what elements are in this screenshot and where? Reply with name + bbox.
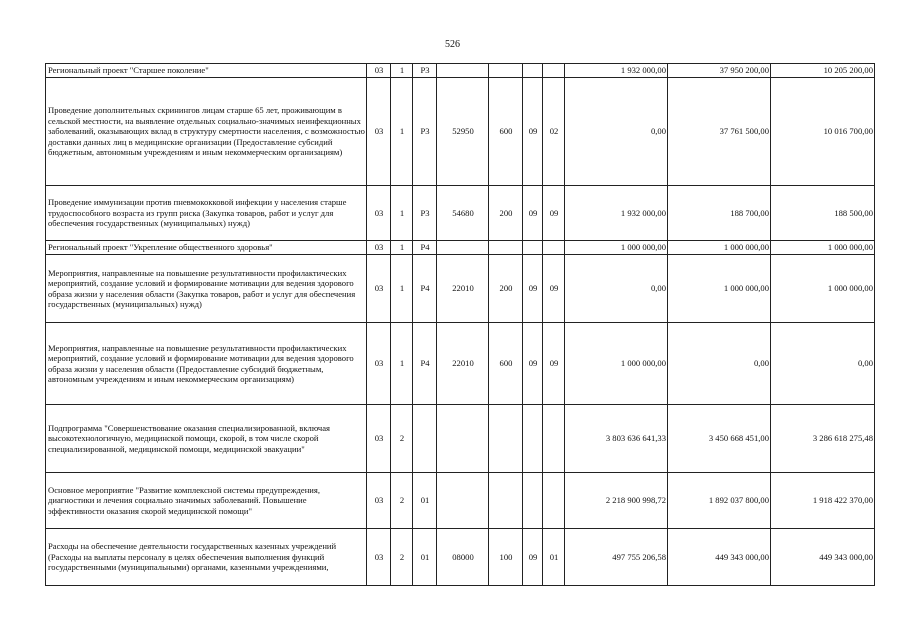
- table-row: [46, 529, 875, 586]
- cell-expense-type: 200: [489, 255, 523, 323]
- table-row: [46, 323, 875, 405]
- cell-program: 03: [367, 241, 391, 255]
- table-row: [46, 241, 875, 255]
- cell-description: Мероприятия, направленные на повышение результативности профилактических мероприятий, создание условий и формирование мотивации для ведения здорового образа жизни у населения области (Предоставление субсидий бюджетным, автономным учреждениям и иным некоммерческим организациям): [46, 323, 367, 405]
- cell-amount-2: 0,00: [668, 323, 771, 405]
- cell-section: [523, 405, 543, 473]
- cell-program: 03: [367, 323, 391, 405]
- cell-amount-1: 1 000 000,00: [565, 241, 668, 255]
- cell-description: Региональный проект "Старшее поколение": [46, 64, 367, 78]
- cell-subprogram: 1: [391, 323, 413, 405]
- cell-amount-2: 1 000 000,00: [668, 241, 771, 255]
- cell-amount-1: 1 932 000,00: [565, 186, 668, 241]
- table-row: [46, 405, 875, 473]
- cell-amount-3: 188 500,00: [771, 186, 875, 241]
- cell-amount-3: 0,00: [771, 323, 875, 405]
- cell-program: 03: [367, 64, 391, 78]
- cell-program: 03: [367, 473, 391, 529]
- cell-subprogram: 1: [391, 241, 413, 255]
- cell-amount-1: 497 755 206,58: [565, 529, 668, 586]
- cell-subsection: 02: [543, 78, 565, 186]
- cell-target-article: 08000: [437, 529, 489, 586]
- cell-subprogram: 1: [391, 255, 413, 323]
- cell-target-article: [437, 473, 489, 529]
- cell-amount-3: 449 343 000,00: [771, 529, 875, 586]
- cell-subprogram: 1: [391, 64, 413, 78]
- cell-event: P3: [413, 186, 437, 241]
- cell-section: [523, 241, 543, 255]
- cell-event: P4: [413, 323, 437, 405]
- cell-subprogram: 1: [391, 186, 413, 241]
- cell-section: 09: [523, 186, 543, 241]
- cell-amount-3: 1 000 000,00: [771, 255, 875, 323]
- cell-expense-type: 600: [489, 78, 523, 186]
- cell-event: P4: [413, 241, 437, 255]
- cell-section: 09: [523, 78, 543, 186]
- cell-expense-type: [489, 473, 523, 529]
- cell-amount-2: 37 761 500,00: [668, 78, 771, 186]
- cell-event: P3: [413, 64, 437, 78]
- cell-program: 03: [367, 529, 391, 586]
- cell-program: 03: [367, 78, 391, 186]
- cell-description: Проведение дополнительных скринингов лицам старше 65 лет, проживающим в сельской местности, на выявление отдельных социально-значимых неинфекционных заболеваний, оказывающих вклад в структуру смертности населения, с возможностью доставки данных лиц в медицинские организации (Предоставление субсидий бюджетным, автономным учреждениям и иным некоммерческим организациям): [46, 78, 367, 186]
- table-row: [46, 255, 875, 323]
- cell-amount-2: 1 892 037 800,00: [668, 473, 771, 529]
- cell-event: [413, 405, 437, 473]
- cell-section: [523, 473, 543, 529]
- cell-description: Основное мероприятие "Развитие комплексной системы предупреждения, диагностики и лечения социально значимых заболеваний. Повышение эффективности оказания скорой медицинской помощи": [46, 473, 367, 529]
- cell-amount-1: 0,00: [565, 78, 668, 186]
- cell-description: Мероприятия, направленные на повышение результативности профилактических мероприятий, создание условий и формирование мотивации для ведения здорового образа жизни у населения области (Закупка товаров, работ и услуг для обеспечения государственных (муниципальных) нужд): [46, 255, 367, 323]
- cell-amount-3: 3 286 618 275,48: [771, 405, 875, 473]
- cell-amount-1: 3 803 636 641,33: [565, 405, 668, 473]
- cell-expense-type: 200: [489, 186, 523, 241]
- cell-amount-1: 1 932 000,00: [565, 64, 668, 78]
- cell-subprogram: 2: [391, 473, 413, 529]
- cell-subsection: 09: [543, 255, 565, 323]
- cell-program: 03: [367, 405, 391, 473]
- cell-section: 09: [523, 529, 543, 586]
- cell-amount-1: 2 218 900 998,72: [565, 473, 668, 529]
- table-row: [46, 473, 875, 529]
- cell-subprogram: 1: [391, 78, 413, 186]
- cell-event: 01: [413, 473, 437, 529]
- cell-amount-3: 10 016 700,00: [771, 78, 875, 186]
- cell-expense-type: [489, 405, 523, 473]
- cell-subprogram: 2: [391, 405, 413, 473]
- cell-subsection: [543, 64, 565, 78]
- cell-amount-1: 1 000 000,00: [565, 323, 668, 405]
- cell-amount-3: 1 000 000,00: [771, 241, 875, 255]
- table-row: [46, 78, 875, 186]
- cell-section: 09: [523, 323, 543, 405]
- page-number: 526: [445, 39, 460, 50]
- cell-expense-type: [489, 64, 523, 78]
- cell-subsection: 09: [543, 186, 565, 241]
- cell-subsection: [543, 473, 565, 529]
- cell-section: 09: [523, 255, 543, 323]
- cell-program: 03: [367, 186, 391, 241]
- cell-amount-2: 449 343 000,00: [668, 529, 771, 586]
- cell-expense-type: 600: [489, 323, 523, 405]
- table-row: [46, 186, 875, 241]
- cell-description: Подпрограмма "Совершенствование оказания специализированной, включая высокотехнологичную, медицинской помощи, скорой, в том числе скорой специализированной, медицинской помощи, медицинской эвакуации": [46, 405, 367, 473]
- cell-description: Проведение иммунизации против пневмококковой инфекции у населения старше трудоспособного возраста из групп риска (Закупка товаров, работ и услуг для обеспечения государственных (муниципальных) нужд): [46, 186, 367, 241]
- cell-program: 03: [367, 255, 391, 323]
- cell-target-article: [437, 405, 489, 473]
- cell-target-article: 22010: [437, 255, 489, 323]
- cell-amount-2: 1 000 000,00: [668, 255, 771, 323]
- cell-subprogram: 2: [391, 529, 413, 586]
- cell-amount-3: 10 205 200,00: [771, 64, 875, 78]
- cell-section: [523, 64, 543, 78]
- cell-amount-1: 0,00: [565, 255, 668, 323]
- cell-expense-type: 100: [489, 529, 523, 586]
- cell-subsection: [543, 241, 565, 255]
- cell-description: Региональный проект "Укрепление общественного здоровья": [46, 241, 367, 255]
- cell-event: 01: [413, 529, 437, 586]
- cell-event: P4: [413, 255, 437, 323]
- cell-description: Расходы на обеспечение деятельности государственных казенных учреждений (Расходы на выплаты персоналу в целях обеспечения выполнения функций государственными (муниципальными) органами, казенными учреждениями,: [46, 529, 367, 586]
- cell-subsection: 01: [543, 529, 565, 586]
- cell-amount-2: 3 450 668 451,00: [668, 405, 771, 473]
- cell-subsection: [543, 405, 565, 473]
- cell-target-article: [437, 241, 489, 255]
- cell-subsection: 09: [543, 323, 565, 405]
- cell-event: P3: [413, 78, 437, 186]
- cell-amount-2: 188 700,00: [668, 186, 771, 241]
- cell-target-article: [437, 64, 489, 78]
- cell-target-article: 52950: [437, 78, 489, 186]
- cell-target-article: 54680: [437, 186, 489, 241]
- cell-amount-3: 1 918 422 370,00: [771, 473, 875, 529]
- cell-amount-2: 37 950 200,00: [668, 64, 771, 78]
- table-row: [46, 64, 875, 78]
- budget-table: [45, 63, 875, 586]
- cell-target-article: 22010: [437, 323, 489, 405]
- cell-expense-type: [489, 241, 523, 255]
